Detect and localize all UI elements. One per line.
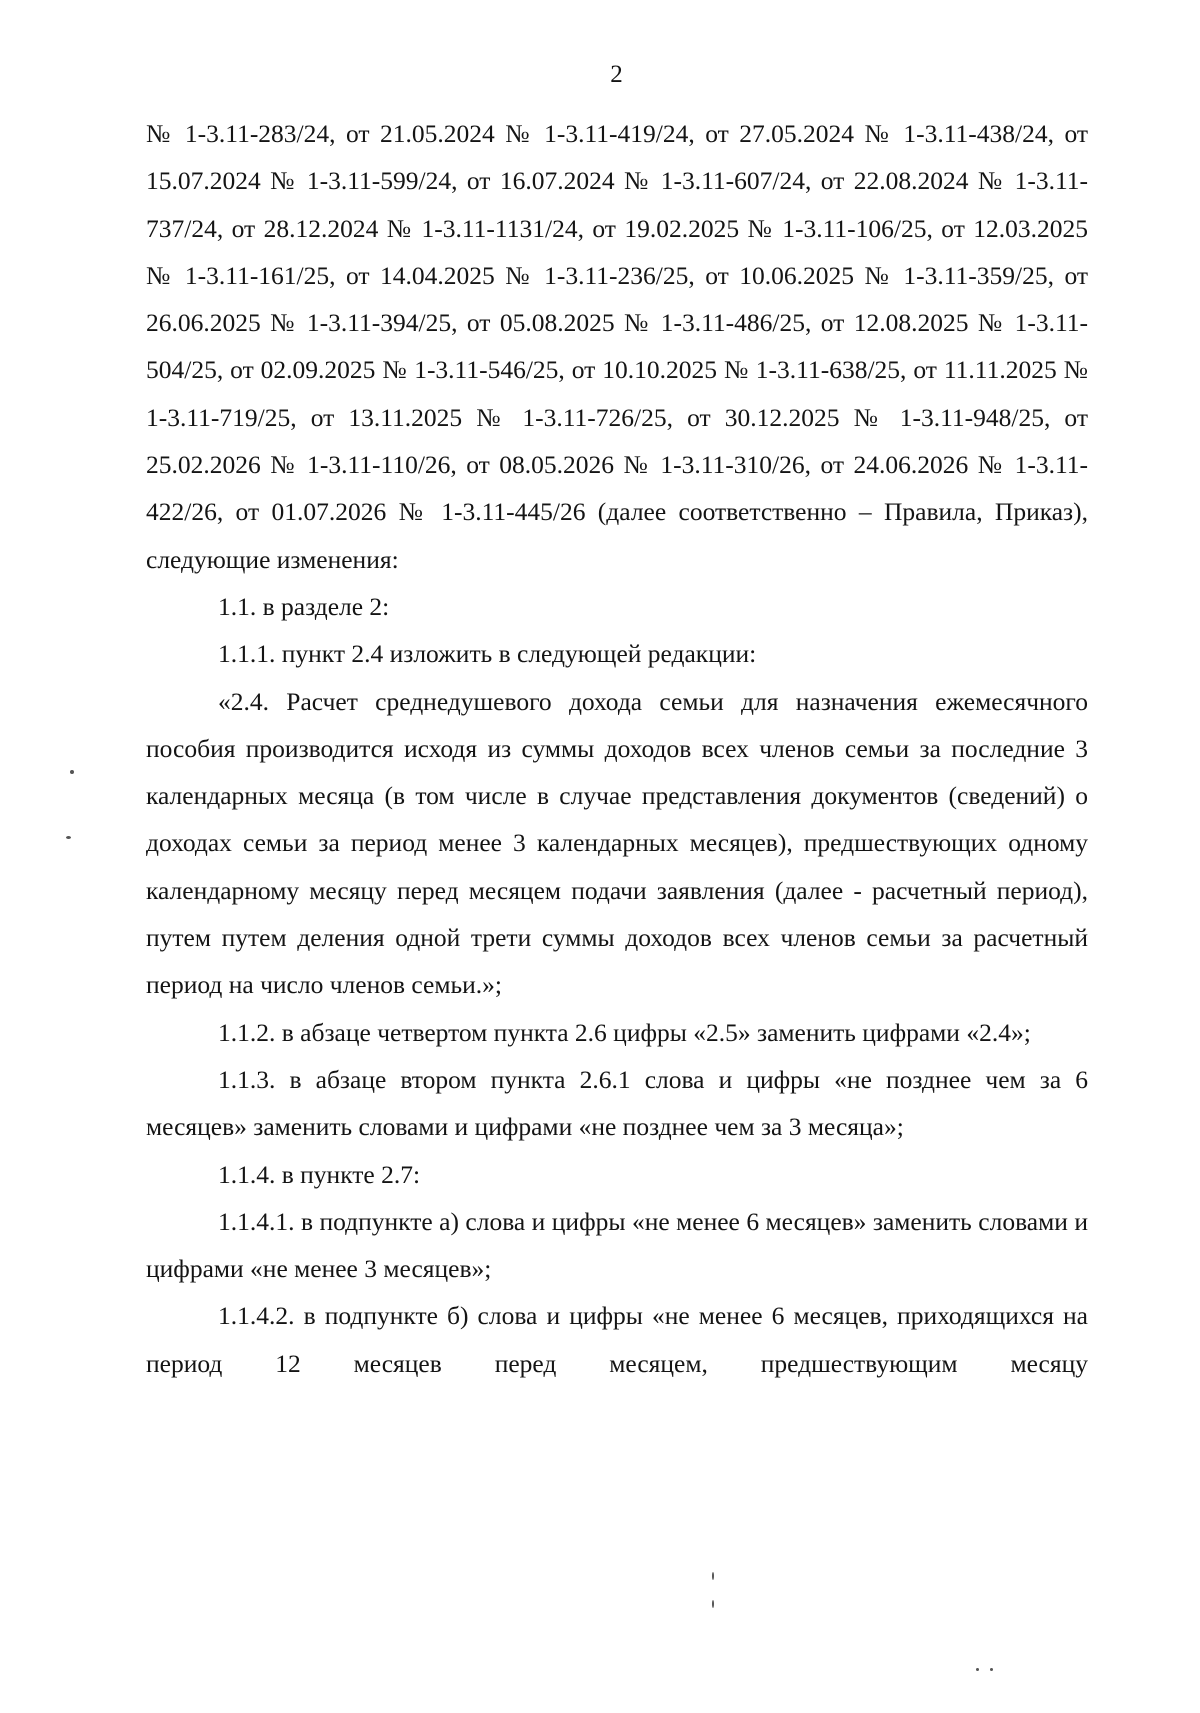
paragraph-1-1-2: 1.1.2. в абзаце четвертом пункта 2.6 цифры «2.5» заменить цифрами «2.4»; bbox=[218, 1017, 1031, 1047]
paragraph-2-4-new-text: «2.4. Расчет среднедушевого дохода семьи для назначения ежемесячного пособия производится исходя из суммы доходов всех членов семьи за последние 3 календарных месяца (в том числе в случае представления документов (сведений) о доходах семьи за период менее 3 календарных месяцев), предшествующих одному календарному месяцу перед месяцем подачи заявления (далее - расчетный период), путем путем деления одной трети суммы доходов всех членов семьи за расчетный период на число членов семьи.»; bbox=[146, 686, 1088, 1000]
paragraph-1-1-4: 1.1.4. в пункте 2.7: bbox=[218, 1159, 421, 1189]
paragraph-order-list: № 1-3.11-283/24, от 21.05.2024 № 1-3.11-419/24, от 27.05.2024 № 1-3.11-438/24, от 15.07.2024 № 1-3.11-599/24, от 16.07.2024 № 1-3.11-607/24, от 22.08.2024 № 1-3.11-737/24, от 28.12.2024 № 1-3.11-1131/24, от 19.02.2025 № 1-3.11-106/25, от 12.03.2025 № 1-3.11-161/25, от 14.04.2025 № 1-3.11-236/25, от 10.06.2025 № 1-3.11-359/25, от 26.06.2025 № 1-3.11-394/25, от 05.08.2025 № 1-3.11-486/25, от 12.08.2025 № 1-3.11-504/25, от 02.09.2025 № 1-3.11-546/25, от 10.10.2025 № 1-3.11-638/25, от 11.11.2025 № 1-3.11-719/25, от 13.11.2025 № 1-3.11-726/25, от 30.12.2025 № 1-3.11-948/25, от 25.02.2026 № 1-3.11-110/26, от 08.05.2026 № 1-3.11-310/26, от 24.06.2026 № 1-3.11-422/26, от 01.07.2026 № 1-3.11-445/26 (далее соответственно – Правила, Приказ), следующие изменения: bbox=[146, 119, 1088, 574]
scan-speck bbox=[712, 1572, 714, 1580]
scan-speck bbox=[70, 770, 74, 774]
paragraph-1-1-4-2: 1.1.4.2. в подпункте б) слова и цифры «не менее 6 месяцев, приходящихся на период 12 месяцев перед месяцем, предшествующим месяцу bbox=[146, 1301, 1088, 1378]
scan-speck bbox=[976, 1668, 979, 1671]
scan-speck bbox=[712, 1600, 714, 1608]
document-body bbox=[146, 110, 1088, 1387]
paragraph-1-1-4-1: 1.1.4.1. в подпункте а) слова и цифры «не менее 6 месяцев» заменить словами и цифрами «не менее 3 месяцев»; bbox=[146, 1206, 1088, 1284]
scan-speck bbox=[66, 836, 71, 839]
paragraph-1-1-3: 1.1.3. в абзаце втором пункта 2.6.1 слова и цифры «не позднее чем за 6 месяцев» заменить словами и цифрами «не позднее чем за 3 месяца»; bbox=[146, 1064, 1088, 1142]
scan-speck bbox=[990, 1668, 993, 1671]
paragraph-1-1-1: 1.1.1. пункт 2.4 изложить в следующей редакции: bbox=[218, 639, 757, 669]
paragraph-1-1: 1.1. в разделе 2: bbox=[218, 591, 390, 621]
page-number: 2 bbox=[610, 61, 623, 88]
